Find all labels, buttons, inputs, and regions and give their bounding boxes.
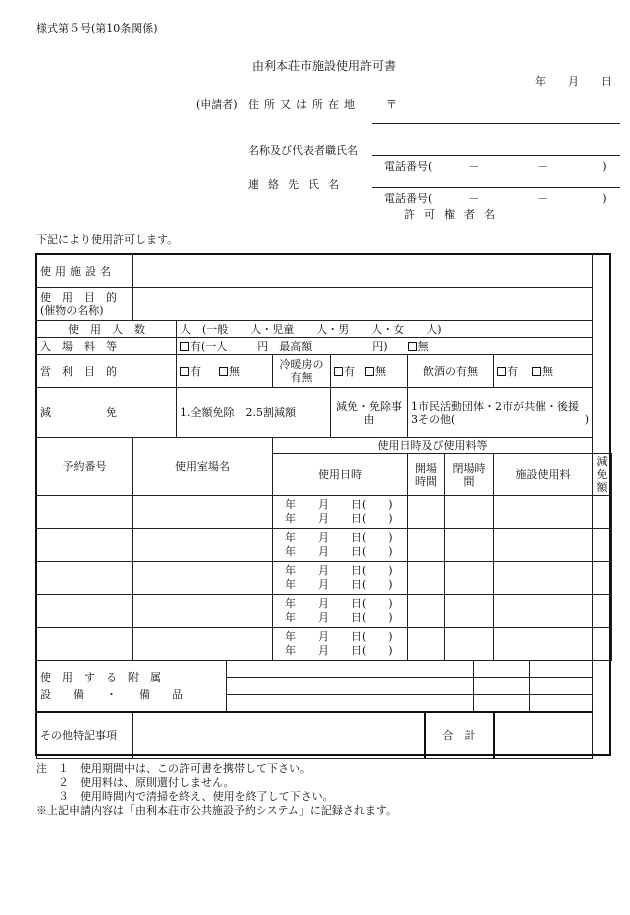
name-line: [372, 155, 620, 156]
authority-label: 許可権者名: [404, 208, 504, 221]
facility-input[interactable]: [133, 255, 593, 288]
col-open-header: 開場時間: [408, 454, 445, 496]
note-3: ３ 使用時間内で清掃を終え、使用を終了して下さい。: [36, 790, 334, 803]
contact-line: [372, 187, 620, 188]
equipment-label: 使 用 す る 附 属: [40, 670, 161, 684]
purpose-input[interactable]: [133, 288, 593, 321]
reduction-other: 3その他( ): [411, 412, 590, 426]
fee-value[interactable]: 有(一人 円 最高額 円) 無: [177, 338, 593, 355]
permit-form-table: 使用施設名 使 用 目 的 (催物の名称) 使 用 人 数 人 (一般 人・児童 人・男 人・女 人) 入 場 料 等 有(一人 円 最高額 円) 無 営 利 目 的 有 無 冷暖房の有無 有 無 飲酒の有無 有 無 減 免 1.全額免除 2.5割減額 減免・免除事由 1市民活動団体・2市が共催・後援 3その他( ) 予約番号 使用室場名 使用日時及び使用料等 使用日時 開場時間 閉場時間 施設使用料 減免額 年 月 日( ) 年 月 日( ) 年 月 日( ) 年 月 日( ) 年 月 日( ) 年 月 日( ) 年 月 日( ) 年 月 日( ) 年 月 日( ) 年 月 日( ) 使 用 す る 附 属 設 備 ・ 備 品 その他特記事項 合 計: [36, 254, 612, 759]
section-header: 使用日時及び使用料等: [273, 438, 593, 454]
notes-block: [36, 762, 397, 818]
schedule-row: 年 月 日( ) 年 月 日( ): [37, 529, 612, 562]
alcohol-yes-checkbox[interactable]: [497, 367, 506, 376]
note-4: ※上記申請内容は「由利本荘市公共施設予約システム」に記録されます。: [36, 804, 398, 817]
col-reduction-header: 減免額: [593, 454, 612, 496]
facility-label: 使用施設名: [37, 255, 133, 288]
note-2: ２ 使用料は、原則還付しません。: [36, 776, 235, 789]
total-input[interactable]: [494, 712, 593, 759]
col-room-header: 使用室場名: [133, 438, 273, 496]
equipment-line-1[interactable]: [227, 661, 474, 678]
reduction-options[interactable]: 1.全額免除 2.5割減額: [177, 388, 331, 438]
fee-no-checkbox[interactable]: [408, 342, 417, 351]
purpose-label: 使 用 目 的: [40, 291, 117, 304]
schedule-row: 年 月 日( ) 年 月 日( ): [37, 496, 612, 529]
other-notes-input[interactable]: [133, 712, 425, 759]
phone-2: 電話番号( － － ): [384, 192, 607, 205]
purpose-sub-label: (催物の名称): [40, 304, 104, 317]
aircon-no-checkbox[interactable]: [365, 367, 374, 376]
reduction-reason[interactable]: 1市民活動団体・2市が共催・後援: [411, 399, 579, 413]
date-field: 年 月 日: [535, 75, 612, 88]
col-reservation-header: 予約番号: [37, 438, 133, 496]
schedule-row: 年 月 日( ) 年 月 日( ): [37, 562, 612, 595]
schedule-row: 年 月 日( ) 年 月 日( ): [37, 628, 612, 661]
address-label: 住所又は所在地: [248, 98, 360, 111]
note-1: 注 １ 使用期間中は、この許可書を携帯して下さい。: [36, 762, 311, 775]
lead-text: 下記により使用許可します。: [36, 233, 179, 246]
postal-mark: 〒: [386, 98, 397, 111]
people-value[interactable]: 人 (一般 人・児童 人・男 人・女 人): [177, 321, 593, 338]
form-number: 様式第５号(第10条関係): [36, 22, 158, 35]
aircon-yes-checkbox[interactable]: [334, 367, 343, 376]
fee-yes-checkbox[interactable]: [180, 342, 189, 351]
document-title: 由利本荘市施設使用許可書: [252, 59, 397, 73]
profit-label: 営 利 目 的: [37, 355, 177, 388]
name-label: 名称及び代表者職氏名: [248, 144, 358, 157]
equipment-line-2[interactable]: [227, 678, 474, 695]
col-fee-header: 施設使用料: [494, 454, 593, 496]
applicant-prefix: (申請者): [196, 98, 238, 111]
phone-1: 電話番号( － － ): [384, 160, 607, 173]
people-label: 使 用 人 数: [37, 321, 177, 338]
other-notes-label: その他特記事項: [37, 712, 133, 759]
profit-yes-checkbox[interactable]: [180, 367, 189, 376]
reduction-reason-label: 減免・免除事由: [331, 388, 408, 438]
equipment-label-2: 設 備 ・ 備 品: [40, 687, 183, 701]
col-datetime-header: 使用日時: [273, 454, 408, 496]
address-line: [372, 123, 620, 124]
contact-label: 連絡先氏名: [248, 178, 348, 191]
profit-no-checkbox[interactable]: [219, 367, 228, 376]
aircon-label: 冷暖房の有無: [273, 355, 331, 388]
reduction-label: 減 免: [37, 388, 177, 438]
fee-label: 入 場 料 等: [37, 338, 177, 355]
total-label: 合 計: [425, 712, 494, 759]
alcohol-no-checkbox[interactable]: [532, 367, 541, 376]
schedule-row: 年 月 日( ) 年 月 日( ): [37, 595, 612, 628]
alcohol-label: 飲酒の有無: [408, 355, 494, 388]
col-close-header: 閉場時間: [445, 454, 494, 496]
equipment-line-3[interactable]: [227, 695, 474, 712]
